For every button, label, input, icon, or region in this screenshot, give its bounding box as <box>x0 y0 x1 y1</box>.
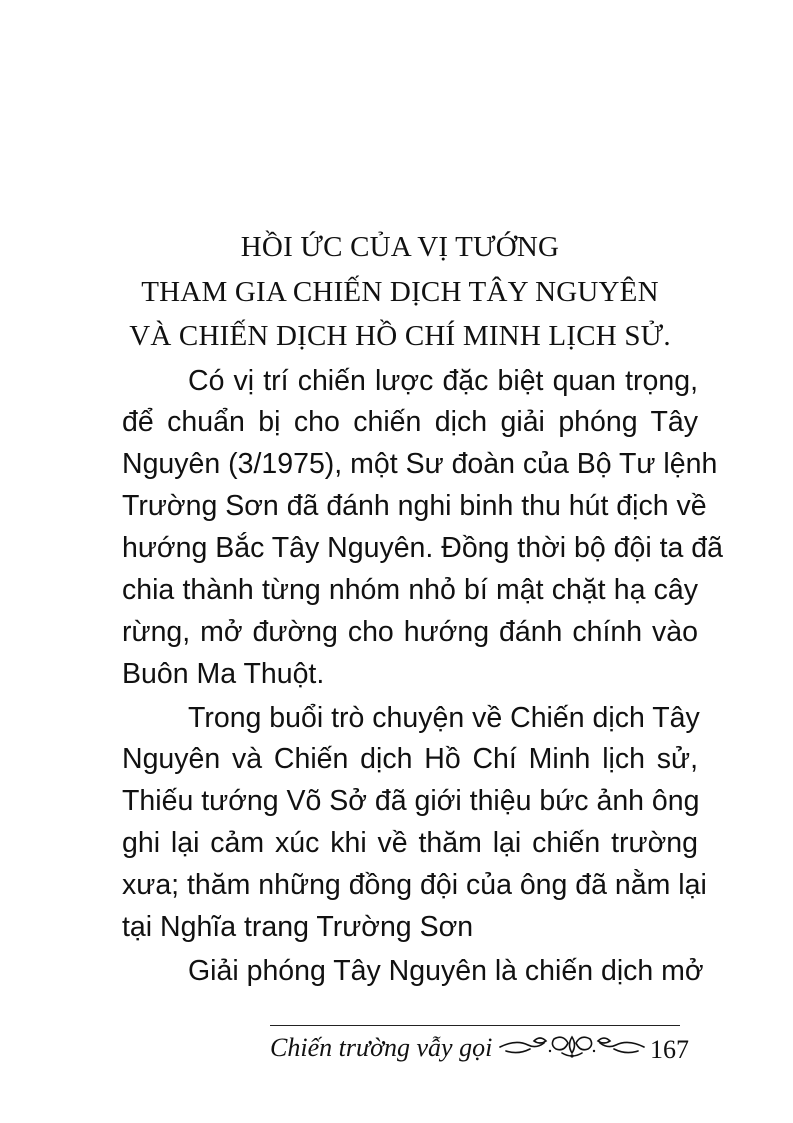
paragraph1-line-7: rừng, mở đường cho hướng đánh chính vào <box>122 616 698 648</box>
heading-line-1: HỒI ỨC CỦA VỊ TƯỚNG <box>240 231 560 263</box>
paragraph3-line-1: Giải phóng Tây Nguyên là chiến dịch mở <box>188 955 704 987</box>
paragraph1-line-4: Trường Sơn đã đánh nghi binh thu hút địch về <box>122 490 707 522</box>
paragraph1-line-3: Nguyên (3/1975), một Sư đoàn của Bộ Tư lệnh <box>122 448 718 480</box>
paragraph2-line-4: ghi lại cảm xúc khi về thăm lại chiến trường <box>122 827 698 859</box>
paragraph1-line-1: Có vị trí chiến lược đặc biệt quan trọng, <box>188 365 698 397</box>
heading-line-2: THAM GIA CHIẾN DỊCH TÂY NGUYÊN <box>141 276 659 308</box>
paragraph2-line-1: Trong buổi trò chuyện về Chiến dịch Tây <box>188 702 700 734</box>
footer-book-title: Chiến trường vẫy gọi <box>270 1033 493 1062</box>
paragraph2-line-3: Thiếu tướng Võ Sở đã giới thiệu bức ảnh ông <box>122 785 700 817</box>
paragraph1-line-6: chia thành từng nhóm nhỏ bí mật chặt hạ cây <box>122 574 698 606</box>
paragraph1-line-8: Buôn Ma Thuột. <box>122 658 325 690</box>
paragraph2-line-5: xưa; thăm những đồng đội của ông đã nằm lại <box>122 869 707 901</box>
flourish-ornament-icon <box>498 1031 646 1061</box>
footer-rule <box>270 1025 680 1026</box>
paragraph2-line-6: tại Nghĩa trang Trường Sơn <box>122 911 474 943</box>
page-number: 167 <box>650 1035 689 1064</box>
page-footer <box>270 1025 700 1069</box>
paragraph1-line-5: hướng Bắc Tây Nguyên. Đồng thời bộ đội ta đã <box>122 532 723 564</box>
heading-line-3: VÀ CHIẾN DỊCH HỒ CHÍ MINH LỊCH SỬ. <box>129 320 671 352</box>
paragraph1-line-2: để chuẩn bị cho chiến dịch giải phóng Tây <box>122 406 698 438</box>
paragraph2-line-2: Nguyên và Chiến dịch Hồ Chí Minh lịch sử, <box>122 743 698 775</box>
